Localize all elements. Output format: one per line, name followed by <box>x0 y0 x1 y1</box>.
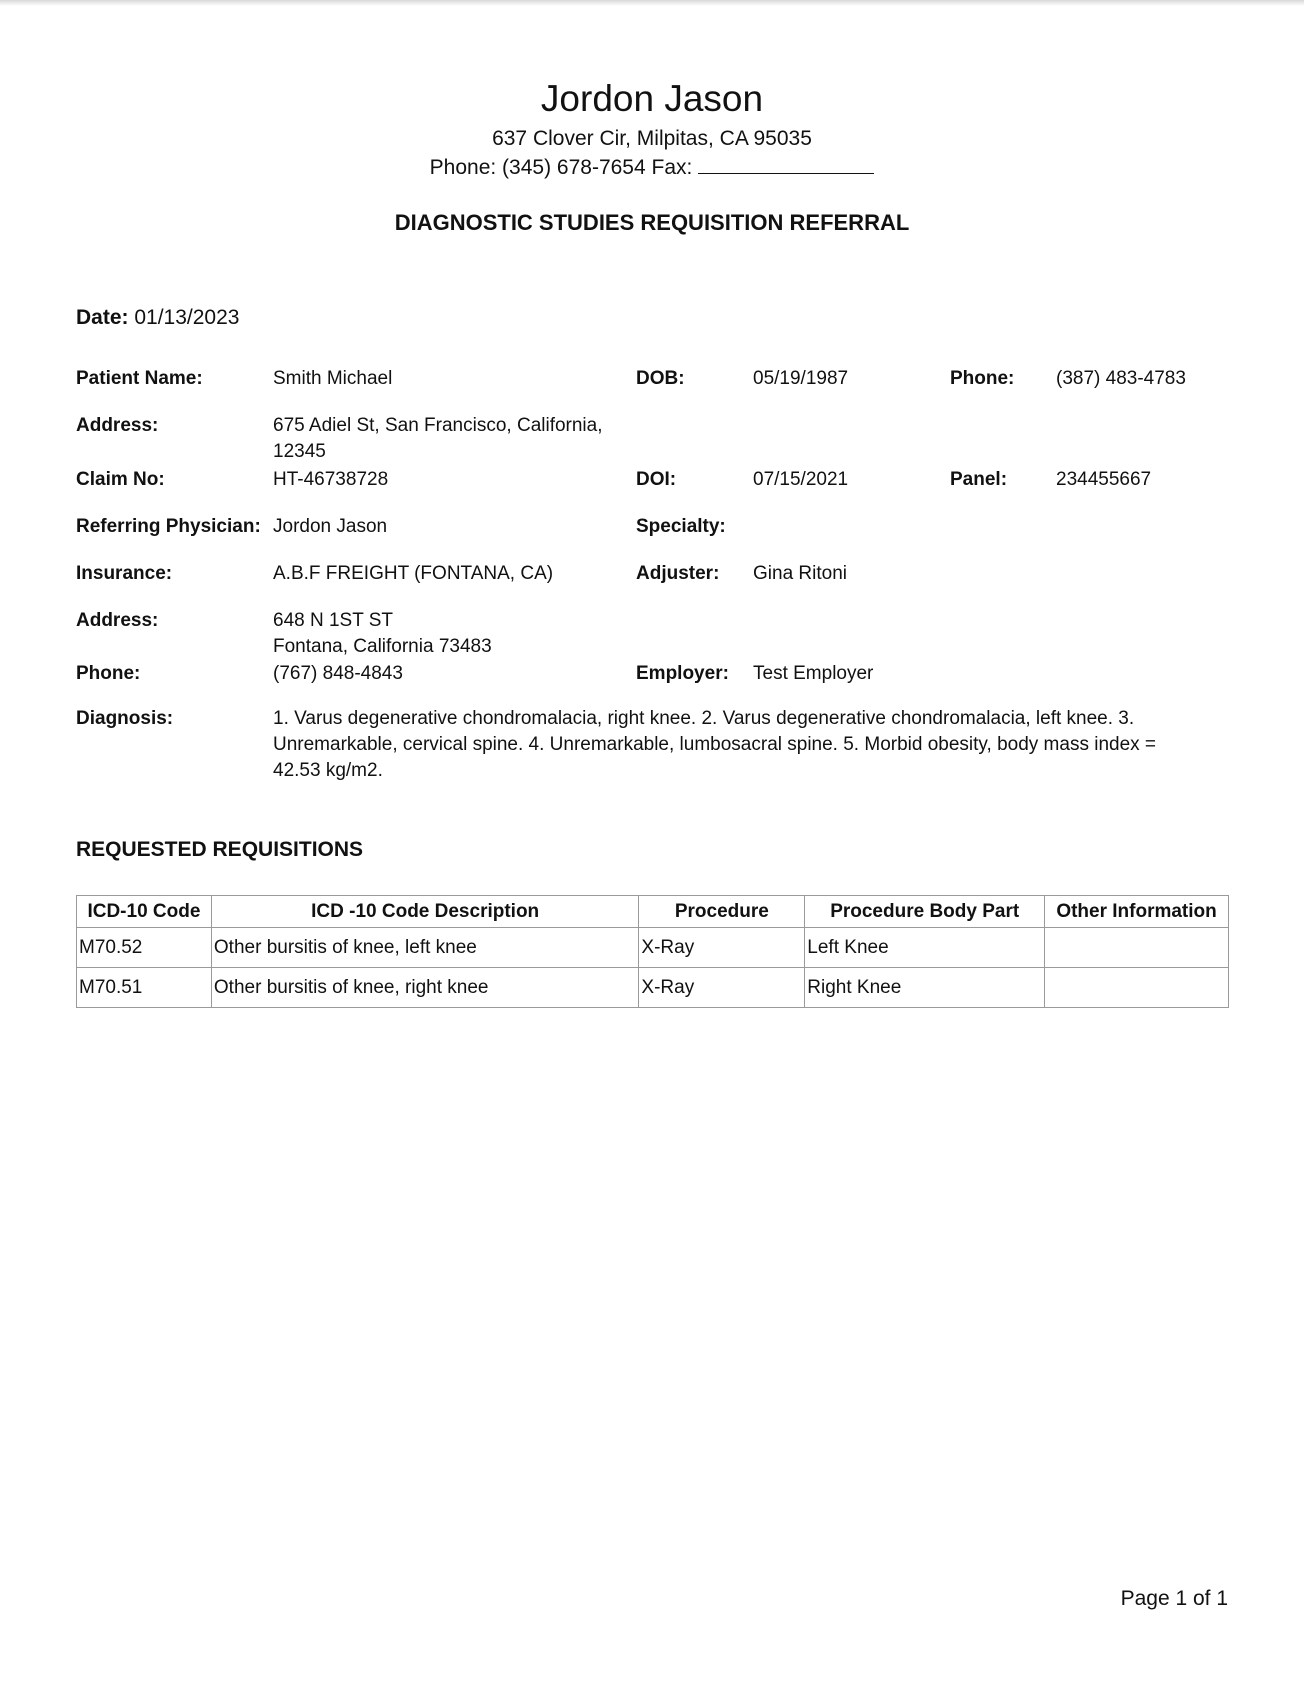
physician-address: 637 Clover Cir, Milpitas, CA 95035 <box>492 127 812 150</box>
insurance-address-line1: 648 N 1ST ST <box>273 610 394 631</box>
panel-value: 234455667 <box>1056 469 1152 490</box>
date-row <box>76 306 239 330</box>
insurance-address-line2: Fontana, California 73483 <box>273 636 492 657</box>
employer-value: Test Employer <box>753 663 874 684</box>
table-header-row <box>77 896 1229 928</box>
referring-physician-label: Referring Physician: <box>76 516 261 537</box>
letterhead <box>0 76 1304 182</box>
panel-label: Panel: <box>950 469 1008 490</box>
dob-value: 05/19/1987 <box>753 368 849 389</box>
diagnosis-label: Diagnosis: <box>76 708 174 729</box>
claim-no-label: Claim No: <box>76 469 165 490</box>
patient-phone-value: (387) 483-4783 <box>1056 368 1186 389</box>
insurance-phone-value: (767) 848-4843 <box>273 663 403 684</box>
header-body-part: Procedure Body Part <box>805 896 1045 928</box>
cell-icd-code: M70.52 <box>77 928 212 968</box>
patient-phone-label: Phone: <box>950 368 1015 389</box>
patient-address-label: Address: <box>76 415 159 436</box>
adjuster-label: Adjuster: <box>636 563 720 584</box>
date-value: 01/13/2023 <box>134 306 240 329</box>
adjuster-value: Gina Ritoni <box>753 563 847 584</box>
table-row <box>77 928 1229 968</box>
physician-name: Jordon Jason <box>540 78 764 119</box>
insurance-address-label: Address: <box>76 610 159 631</box>
requisitions-table <box>76 895 1229 1008</box>
table-row <box>77 968 1229 1008</box>
insurance-label: Insurance: <box>76 563 173 584</box>
claim-no-value: HT-46738728 <box>273 469 389 490</box>
requested-requisitions-title: REQUESTED REQUISITIONS <box>76 838 364 861</box>
cell-other-info <box>1045 968 1229 1008</box>
cell-icd-description: Other bursitis of knee, right knee <box>211 968 639 1008</box>
page-top-shadow <box>0 0 1304 6</box>
cell-icd-description: Other bursitis of knee, left knee <box>211 928 639 968</box>
page-number: Page 1 of 1 <box>1120 1587 1228 1610</box>
specialty-label: Specialty: <box>636 516 726 537</box>
header-icd-code: ICD-10 Code <box>77 896 212 928</box>
cell-other-info <box>1045 928 1229 968</box>
cell-procedure: X-Ray <box>639 928 805 968</box>
cell-icd-code: M70.51 <box>77 968 212 1008</box>
fax-blank-line <box>698 155 874 174</box>
cell-body-part: Left Knee <box>805 928 1045 968</box>
doi-label: DOI: <box>636 469 677 490</box>
cell-procedure: X-Ray <box>639 968 805 1008</box>
cell-body-part: Right Knee <box>805 968 1045 1008</box>
employer-label: Employer: <box>636 663 729 684</box>
patient-name-label: Patient Name: <box>76 368 203 389</box>
header-icd-description: ICD -10 Code Description <box>211 896 639 928</box>
patient-name-value: Smith Michael <box>273 368 393 389</box>
patient-address-line1: 675 Adiel St, San Francisco, California, <box>273 415 603 436</box>
header-procedure: Procedure <box>639 896 805 928</box>
referring-physician-value: Jordon Jason <box>273 516 388 537</box>
physician-contact <box>0 153 1304 182</box>
phone-fax-text: Phone: (345) 678-7654 Fax: <box>429 156 693 179</box>
insurance-value: A.B.F FREIGHT (FONTANA, CA) <box>273 563 554 584</box>
date-label: Date: <box>76 306 129 329</box>
document-title: DIAGNOSTIC STUDIES REQUISITION REFERRAL <box>394 210 910 235</box>
diagnosis-value: 1. Varus degenerative chondromalacia, right knee. 2. Varus degenerative chondromalacia, left knee. 3. Unremarkable, cervical spine. 4. Unremarkable, lumbosacral spine. 5. Morbid obesity, body mass index = 42.53 kg/m2. <box>273 708 1157 781</box>
insurance-phone-label: Phone: <box>76 663 141 684</box>
header-other-info: Other Information <box>1045 896 1229 928</box>
patient-address-line2: 12345 <box>273 441 326 462</box>
doi-value: 07/15/2021 <box>753 469 849 490</box>
dob-label: DOB: <box>636 368 685 389</box>
